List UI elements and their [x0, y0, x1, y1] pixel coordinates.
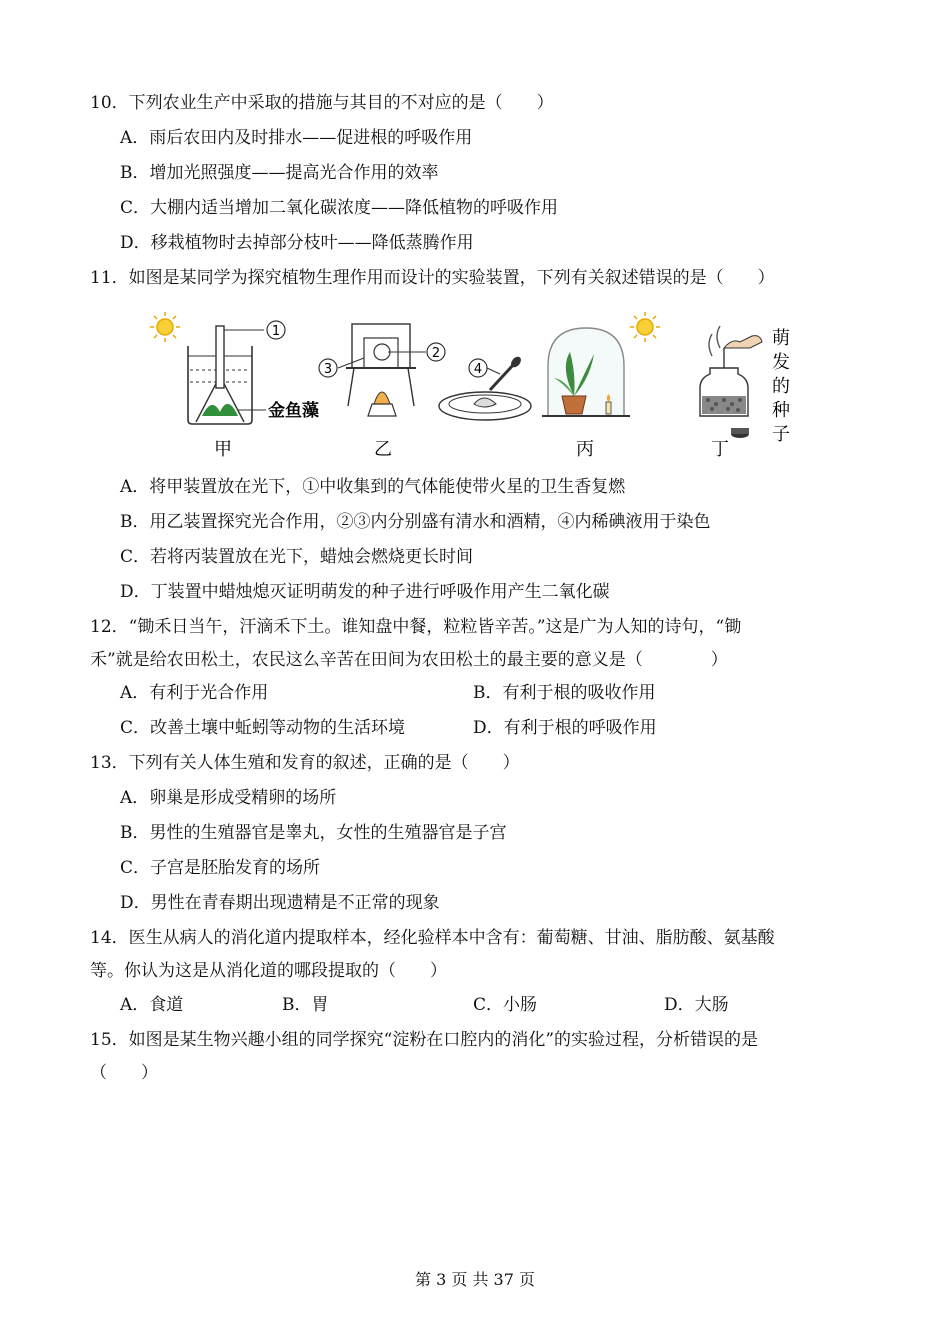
marker-4: 4: [473, 362, 483, 377]
label-bing: 丙: [576, 439, 594, 460]
question-10-option-d: D．移栽植物时去掉部分枝叶——降低蒸腾作用: [120, 233, 474, 253]
question-12-stem-line2: 禾”就是给农田松土，农民这么辛苦在田间为农田松土的最主要的意义是（ ）: [90, 650, 728, 670]
experiment-apparatus-figure: [140, 308, 815, 460]
question-13-option-a: A．卵巢是形成受精卵的场所: [120, 788, 337, 808]
label-ding: 丁: [711, 439, 729, 460]
apparatus-bing: [542, 328, 630, 416]
seeds-label-char-3: 的: [772, 376, 790, 397]
question-13-option-b: B．男性的生殖器官是睾丸，女性的生殖器官是子宫: [120, 823, 507, 843]
question-12-option-a: A．有利于光合作用: [120, 683, 269, 703]
apparatus-yi: [319, 324, 445, 416]
label-yi: 乙: [374, 439, 392, 460]
question-10-option-b: B．增加光照强度——提高光合作用的效率: [120, 163, 439, 183]
page-footer: 第 3 页 共 37 页: [415, 1270, 535, 1289]
question-12-option-d: D．有利于根的呼吸作用: [473, 718, 657, 738]
seeds-label-char-2: 发: [772, 352, 790, 373]
marker-3: 3: [323, 362, 333, 377]
question-12-option-b: B．有利于根的吸收作用: [473, 683, 656, 703]
goldfish-weed-label: 金鱼藻: [268, 401, 319, 421]
seeds-label-char-1: 萌: [772, 328, 790, 349]
sun-icon: [630, 312, 660, 342]
question-13-option-c: C．子宫是胚胎发育的场所: [120, 858, 321, 878]
seeds-label-char-5: 子: [772, 424, 790, 445]
question-10-stem: 10．下列农业生产中采取的措施与其目的不对应的是（ ）: [90, 93, 554, 113]
question-14-stem-line1: 14．医生从病人的消化道内提取样本，经化验样本中含有：葡萄糖、甘油、脂肪酸、氨基酸: [90, 928, 775, 948]
question-14-option-b: B．胃: [282, 995, 329, 1015]
question-14-option-d: D．大肠: [664, 995, 729, 1015]
question-15-stem-line2: （ ）: [90, 1063, 158, 1083]
question-11-option-d: D．丁装置中蜡烛熄灭证明萌发的种子进行呼吸作用产生二氧化碳: [120, 582, 610, 602]
question-10-option-c: C．大棚内适当增加二氧化碳浓度——降低植物的呼吸作用: [120, 198, 559, 218]
label-jia: 甲: [214, 439, 232, 460]
question-14-option-c: C．小肠: [473, 995, 538, 1015]
question-13-stem: 13．下列有关人体生殖和发育的叙述，正确的是（ ）: [90, 753, 520, 773]
question-14-option-a: A．食道: [120, 995, 184, 1015]
question-12-stem-line1: 12．“锄禾日当午，汗滴禾下土。谁知盘中餐，粒粒皆辛苦。”这是广为人知的诗句，“锄: [90, 617, 742, 637]
sun-icon: [150, 312, 180, 342]
question-15-stem-line1: 15．如图是某生物兴趣小组的同学探究“淀粉在口腔内的消化”的实验过程，分析错误的是: [90, 1030, 759, 1050]
dish-with-dropper: [439, 355, 531, 420]
question-14-stem-line2: 等。你认为这是从消化道的哪段提取的（ ）: [90, 961, 447, 981]
question-11-stem: 11．如图是某同学为探究植物生理作用而设计的实验装置，下列有关叙述错误的是（ ）: [90, 268, 775, 288]
question-11-option-b: B．用乙装置探究光合作用，②③内分别盛有清水和酒精，④内稀碘液用于染色: [120, 512, 711, 532]
marker-2: 2: [431, 346, 441, 361]
question-11-option-a: A．将甲装置放在光下，①中收集到的气体能使带火星的卫生香复燃: [120, 477, 626, 497]
seeds-label-char-4: 种: [772, 400, 790, 421]
question-10-option-a: A．雨后农田内及时排水——促进根的呼吸作用: [120, 128, 473, 148]
apparatus-ding: [700, 326, 762, 438]
question-13-option-d: D．男性在青春期出现遗精是不正常的现象: [120, 893, 440, 913]
marker-1: 1: [271, 324, 281, 339]
question-12-option-c: C．改善土壤中蚯蚓等动物的生活环境: [120, 718, 406, 738]
question-11-option-c: C．若将丙装置放在光下，蜡烛会燃烧更长时间: [120, 547, 474, 567]
